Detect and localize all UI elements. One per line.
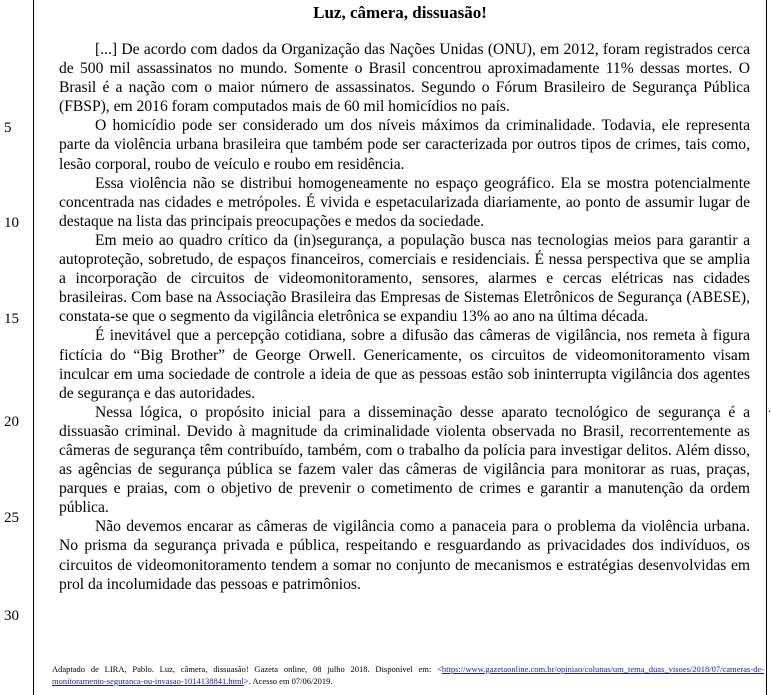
line-number-15: 15 xyxy=(4,311,19,327)
left-margin-rule xyxy=(33,0,34,695)
line-number-20: 20 xyxy=(4,414,19,430)
paragraph-5: É inevitável que a percepção cotidiana, sobre a difusão das câmeras de vigilância, nos remeta à figura fictícia do “Big Brother” de George Orwell. Genericamente, os circuitos de videomonitoramento visam inculcar em uma sociedade de controle a ideia de que as pessoas estão sob ininterrupta vigilância dos agentes de segurança e das autoridades. xyxy=(59,327,750,402)
paragraph-1: [...] De acordo com dados da Organização das Nações Unidas (ONU), em 2012, foram registrados cerca de 500 mil assassinatos no mundo. Somente o Brasil concentrou aproximadamente 11% dessas mortes. O Brasil é a nação com o maior número de assassinatos. Segundo o Fórum Brasileiro de Segurança Pública (FBSP), em 2016 foram computados mais de 60 mil homicídios no país. xyxy=(59,41,750,116)
paragraph-3: Essa violência não se distribui homogeneamente no espaço geográfico. Ela se mostra potencialmente concentrada nas cidades e metrópoles. É vivida e espetacularizada diariamente, ao ponto de assumir lugar de destaque na lista das principais preocupações e medos da sociedade. xyxy=(59,174,750,230)
paragraph-2: O homicídio pode ser considerado um dos níveis máximos da criminalidade. Todavia, ele representa parte da violência urbana brasileira que também pode ser caracterizada por outros tipos de crimes, tais como, lesão corporal, roubo de veículo e roubo em residência. xyxy=(59,117,750,173)
source-link[interactable]: https://www.gazetaonline.com.br/opiniao/colunas/um_tema_duas_visoes/2018/07/cameras-de-monitoramento-seguranca-ou-invasao-1014138841.html xyxy=(52,664,764,686)
source-citation xyxy=(52,663,764,687)
source-suffix: >. Acesso em 07/06/2019. xyxy=(243,676,333,686)
paragraph-7: Não devemos encarar as câmeras de vigilância como a panaceia para o problema da violência urbana. No prisma da segurança privada e pública, respeitando e resguardando as privacidades dos indivíduos, os circuitos de videomonitoramento tendem a somar no conjunto de mecanismos e estratégias desenvolvidas em prol da incolumidade das pessoas e patrimônios. xyxy=(59,518,750,593)
source-prefix: Adaptado de LIRA, Pablo. Luz, câmera, dissuasão! Gazeta online, 08 julho 2018. Disponível em: < xyxy=(52,664,442,674)
right-margin-rule xyxy=(766,0,767,695)
paragraph-6: Nessa lógica, o propósito inicial para a disseminação desse aparato tecnológico de segurança é a dissuasão criminal. Devido à magnitude da criminalidade violenta observada no Brasil, recorrentemente as câmeras de segurança têm contribuído, também, com o trabalho da polícia para investigar delitos. Além disso, as agências de segurança pública se fazem valer das câmeras de vigilância para monitorar as ruas, praças, parques e praias, com o objetivo de prevenir o cometimento de crimes e garantir a manutenção da ordem pública. xyxy=(59,403,750,517)
page-title: Luz, câmera, dissuasão! xyxy=(313,3,487,22)
paragraph-4: Em meio ao quadro crítico da (in)segurança, a população busca nas tecnologias meios para garantir a autoproteção, sobretudo, de espaços financeiros, comerciais e residenciais. É nessa perspectiva que se amplia a incorporação de circuitos de videomonitoramento, sensores, alarmes e cercas elétricas nas cidades brasileiras. Com base na Associação Brasileira das Empresas de Sistemas Eletrônicos de Segurança (ABESE), constata-se que o segmento da vigilância eletrônica se expandiu 13% ao ano na última década. xyxy=(59,231,750,326)
article-body xyxy=(59,40,750,594)
line-number-30: 30 xyxy=(4,608,19,624)
line-number-10: 10 xyxy=(4,215,19,231)
line-number-25: 25 xyxy=(4,510,19,526)
line-number-5: 5 xyxy=(4,120,12,136)
margin-mark: . xyxy=(768,401,771,415)
